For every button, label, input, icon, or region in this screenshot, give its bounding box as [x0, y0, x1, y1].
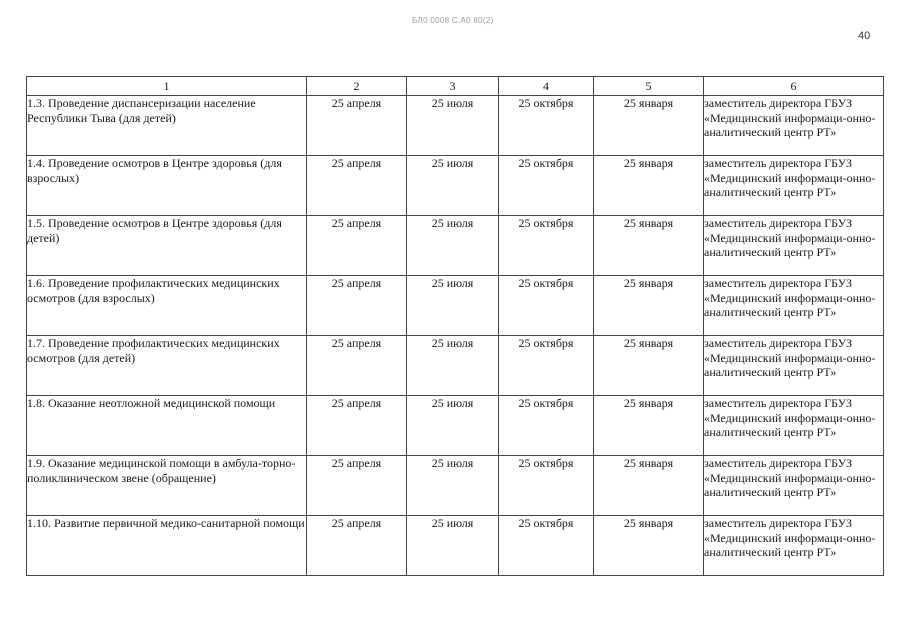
deadline-q2: 25 июля	[407, 216, 499, 276]
responsible-person: заместитель директора ГБУЗ «Медицинский информаци-онно-аналитический центр РТ»	[704, 396, 884, 456]
column-header: 5	[594, 77, 704, 96]
table-row	[27, 456, 884, 516]
column-header: 3	[407, 77, 499, 96]
deadline-q3: 25 октября	[499, 156, 594, 216]
deadline-q2: 25 июля	[407, 276, 499, 336]
deadline-q4: 25 января	[594, 516, 704, 576]
deadline-q2: 25 июля	[407, 516, 499, 576]
page-number: 40	[858, 30, 871, 42]
table-row	[27, 96, 884, 156]
deadline-q3: 25 октября	[499, 516, 594, 576]
column-header: 6	[704, 77, 884, 96]
activity-name: 1.6. Проведение профилактических медицинских осмотров (для взрослых)	[27, 276, 307, 336]
document-stamp: БЛ0 0008 С.А0 80(2)	[412, 16, 494, 25]
responsible-person: заместитель директора ГБУЗ «Медицинский информаци-онно-аналитический центр РТ»	[704, 156, 884, 216]
deadline-q1: 25 апреля	[307, 456, 407, 516]
deadline-q2: 25 июля	[407, 96, 499, 156]
table-row	[27, 156, 884, 216]
table-row	[27, 396, 884, 456]
activity-name: 1.4. Проведение осмотров в Центре здоровья (для взрослых)	[27, 156, 307, 216]
deadline-q1: 25 апреля	[307, 336, 407, 396]
deadline-q4: 25 января	[594, 156, 704, 216]
responsible-person: заместитель директора ГБУЗ «Медицинский информаци-онно-аналитический центр РТ»	[704, 456, 884, 516]
activity-name: 1.8. Оказание неотложной медицинской помощи	[27, 396, 307, 456]
deadline-q3: 25 октября	[499, 336, 594, 396]
table-row	[27, 276, 884, 336]
deadline-q2: 25 июля	[407, 396, 499, 456]
deadline-q4: 25 января	[594, 336, 704, 396]
deadline-q4: 25 января	[594, 456, 704, 516]
deadline-q1: 25 апреля	[307, 516, 407, 576]
deadline-q3: 25 октября	[499, 396, 594, 456]
deadline-q4: 25 января	[594, 396, 704, 456]
activity-name: 1.10. Развитие первичной медико-санитарной помощи	[27, 516, 307, 576]
table-row	[27, 336, 884, 396]
table-row	[27, 516, 884, 576]
deadline-q1: 25 апреля	[307, 156, 407, 216]
deadline-q3: 25 октября	[499, 456, 594, 516]
deadline-q1: 25 апреля	[307, 96, 407, 156]
schedule-table	[26, 76, 884, 576]
column-header: 1	[27, 77, 307, 96]
activity-name: 1.7. Проведение профилактических медицинских осмотров (для детей)	[27, 336, 307, 396]
column-header: 4	[499, 77, 594, 96]
table-header-row	[27, 77, 884, 96]
deadline-q3: 25 октября	[499, 276, 594, 336]
responsible-person: заместитель директора ГБУЗ «Медицинский информаци-онно-аналитический центр РТ»	[704, 336, 884, 396]
deadline-q1: 25 апреля	[307, 396, 407, 456]
deadline-q4: 25 января	[594, 216, 704, 276]
deadline-q2: 25 июля	[407, 336, 499, 396]
responsible-person: заместитель директора ГБУЗ «Медицинский информаци-онно-аналитический центр РТ»	[704, 96, 884, 156]
responsible-person: заместитель директора ГБУЗ «Медицинский информаци-онно-аналитический центр РТ»	[704, 216, 884, 276]
column-header: 2	[307, 77, 407, 96]
deadline-q4: 25 января	[594, 276, 704, 336]
deadline-q1: 25 апреля	[307, 216, 407, 276]
responsible-person: заместитель директора ГБУЗ «Медицинский информаци-онно-аналитический центр РТ»	[704, 516, 884, 576]
activity-name: 1.5. Проведение осмотров в Центре здоровья (для детей)	[27, 216, 307, 276]
table-row	[27, 216, 884, 276]
activity-name: 1.3. Проведение диспансеризации население Республики Тыва (для детей)	[27, 96, 307, 156]
responsible-person: заместитель директора ГБУЗ «Медицинский информаци-онно-аналитический центр РТ»	[704, 276, 884, 336]
deadline-q2: 25 июля	[407, 456, 499, 516]
deadline-q2: 25 июля	[407, 156, 499, 216]
deadline-q3: 25 октября	[499, 96, 594, 156]
deadline-q4: 25 января	[594, 96, 704, 156]
deadline-q1: 25 апреля	[307, 276, 407, 336]
activity-name: 1.9. Оказание медицинской помощи в амбула-торно-поликлиническом звене (обращение)	[27, 456, 307, 516]
deadline-q3: 25 октября	[499, 216, 594, 276]
